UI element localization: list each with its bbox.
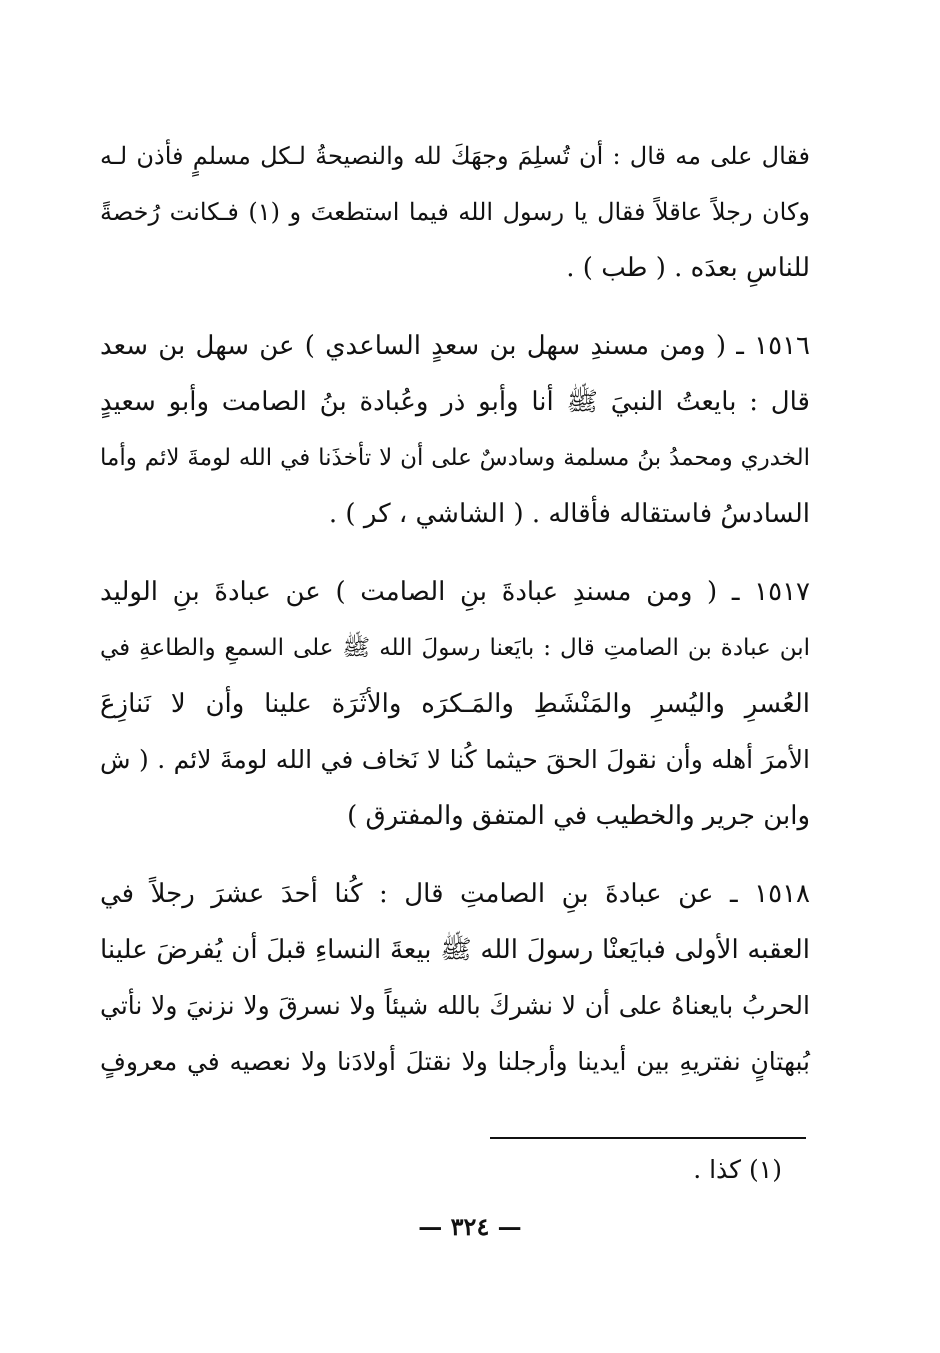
text-line: قال : بايعتُ النبيَ ﷺ أنا وأبو ذر وعُبادة بنُ الصامت وأبو سعيدٍ (100, 387, 810, 417)
text-line: الخدري ومحمدُ بنُ مسلمة وسادسٌ على أن لا تأخذَنا في الله لومةَ لائم وأما (100, 445, 810, 471)
paragraph-1516 (100, 318, 810, 542)
text-line: الأمرَ أهله وأن نقولَ الحقَ حيثما كُنا لا نَخاف في الله لومةَ لائم . ( ش (100, 745, 810, 774)
paragraph-intro (100, 128, 810, 296)
text-line: ابن عبادة بن الصامتِ قال : بايَعنا رسولَ الله ﷺ على السمعِ والطاعةِ في (100, 635, 810, 661)
page-number: — ٣٢٤ — (418, 1212, 522, 1241)
text-line: ١٥١٦ ـ ( ومن مسندِ سهل بن سعدٍ الساعدي ) عن سهل بن سعد (100, 331, 810, 361)
footnote: (١) كذا . (693, 1155, 782, 1184)
text-line: للناسِ بعدَه . ( طب ) . (566, 253, 810, 283)
text-line: ١٥١٧ ـ ( ومن مسندِ عبادةَ بنِ الصامت ) عن عبادةَ بنِ الوليد (100, 577, 810, 607)
text-line: وكان رجلاً عاقلاً فقال يا رسول الله فيما استطعتَ و (١) فـكانت رُخصةً (100, 198, 811, 226)
text-line: العقبه الأولى فبايَعنْا رسولَ الله ﷺ بيعةَ النساءِ قبلَ أن يُفرضَ علينا (100, 935, 810, 965)
text-line: بُبهتانٍ نفتريهِ بين أيدينا وأرجلنا ولا نقتلَ أولادَنا ولا نعصيه في معروفٍ (100, 1047, 810, 1076)
text-line: وابن جرير والخطيب في المتفق والمفترق ) (347, 801, 810, 831)
text-line: فقال على مه قال : أن تُسلِمَ وجهَكَ لله والنصيحةُ لـكل مسلمٍ فأذن لـه (100, 142, 810, 170)
main-text (100, 128, 810, 1090)
text-line: ١٥١٨ ـ عن عبادةَ بنِ الصامتِ قال : كُنا أحدَ عشرَ رجلاً في (100, 879, 810, 909)
paragraph-1518 (100, 866, 810, 1090)
paragraph-1517 (100, 564, 810, 844)
text-line: السادسُ فاستقاله فأقاله . ( الشاشي ، كر ) . (328, 499, 810, 529)
text-line: العُسرِ واليُسرِ والمَنْشَطِ والمَـكرَه والأثَرَة علينا وأن لا نَنازِعَ (100, 689, 810, 719)
text-line: الحربُ بايعناهُ على أن لا نشركَ بالله شيئاً ولا نسرقَ ولا نزنيَ ولا نأتي (100, 991, 810, 1020)
footnote-divider (490, 1137, 806, 1139)
